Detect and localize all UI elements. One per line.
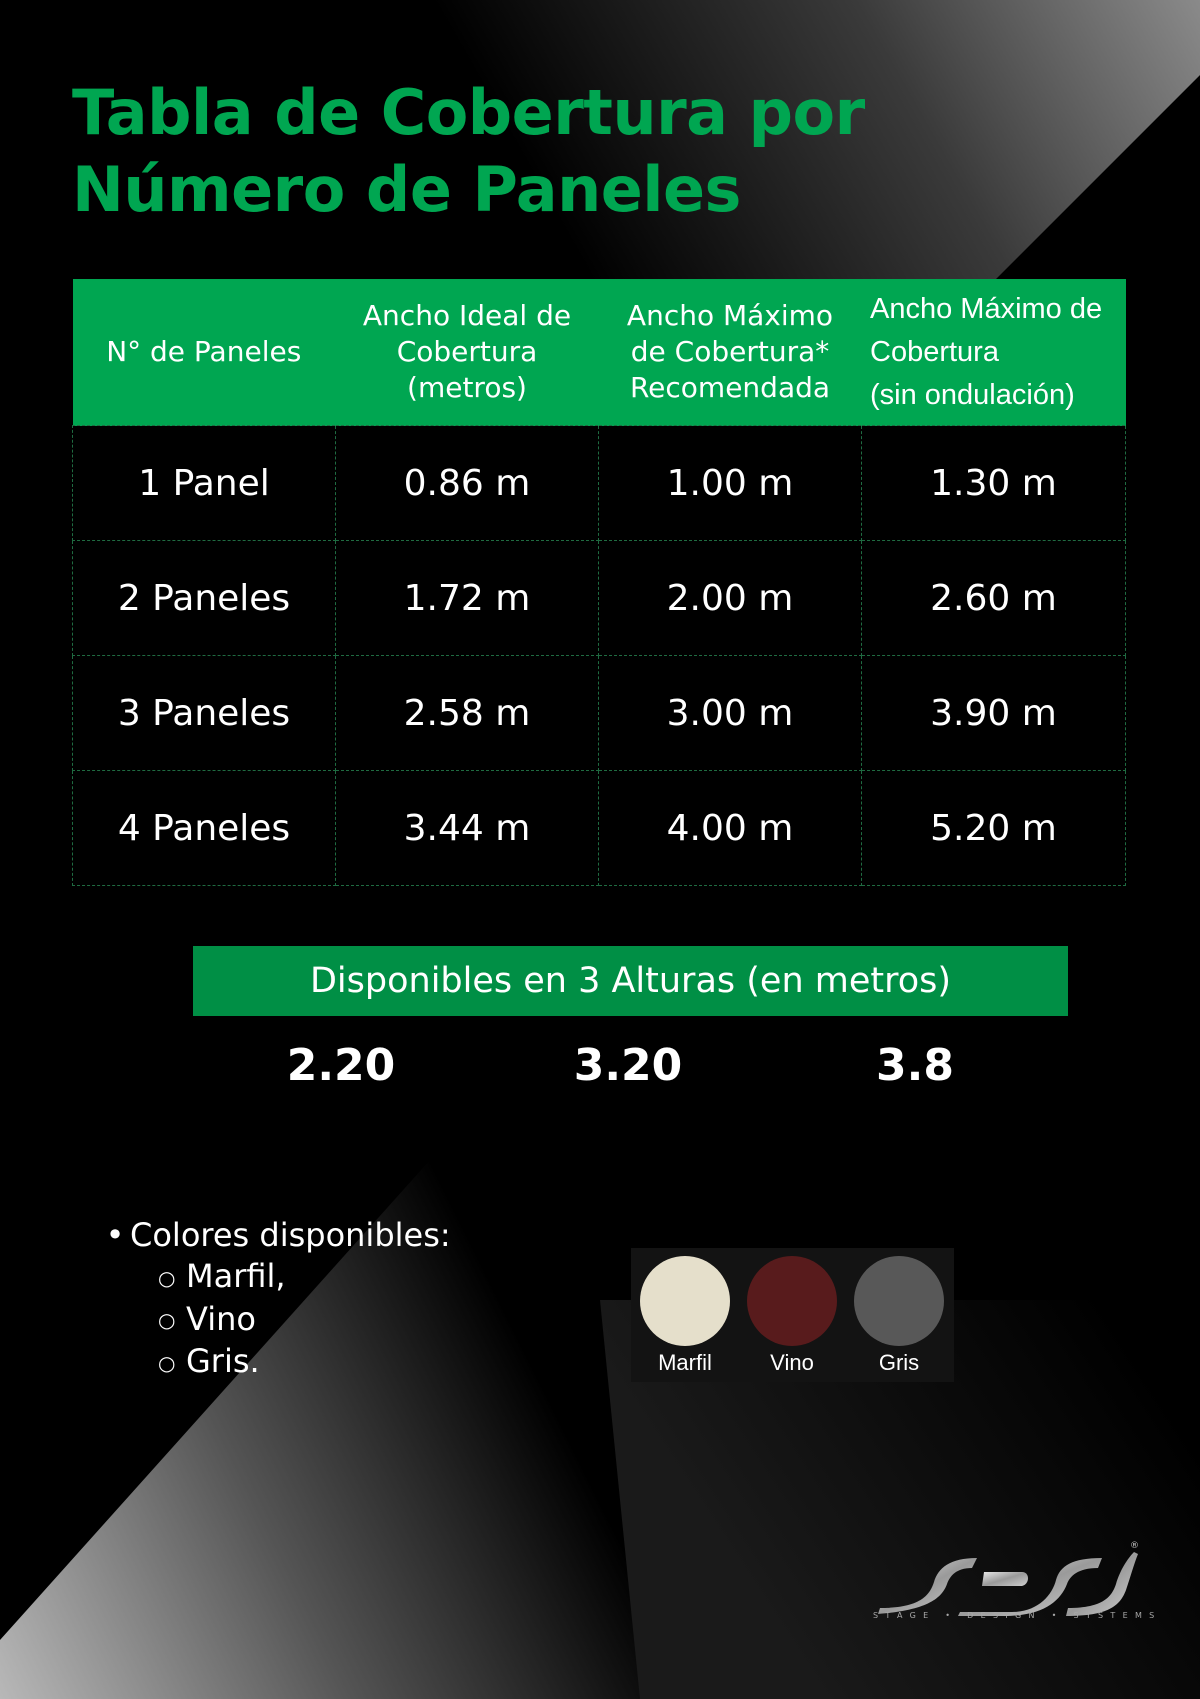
cell-max-no-wave-width: 5.20 m — [862, 771, 1126, 886]
circle-bullet-icon: ○ — [158, 1350, 176, 1375]
swatch-label: Marfil — [658, 1350, 712, 1375]
color-swatch-panel — [631, 1248, 954, 1382]
cell-panel-count: 4 Paneles — [73, 771, 336, 886]
header-max-recommended-width: Ancho Máximo de Cobertura* Recomendada — [599, 279, 862, 426]
header-panel-count: N° de Paneles — [73, 279, 336, 426]
page-title — [72, 74, 972, 228]
color-swatch-marfil — [640, 1256, 730, 1346]
swatch-label: Gris — [878, 1350, 920, 1375]
bullet-icon: • — [105, 1216, 125, 1254]
circle-bullet-icon: ○ — [158, 1265, 176, 1290]
logo-tagline: STAGE • DESIGN • SYSTEMS — [873, 1611, 1162, 1620]
header-ideal-width: Ancho Ideal de Cobertura (metros) — [336, 279, 599, 426]
colors-heading-item — [100, 1215, 451, 1384]
cell-max-recommended-width: 4.00 m — [599, 771, 862, 886]
list-item: ○ Gris. — [158, 1341, 451, 1384]
height-value: 2.20 — [286, 1040, 396, 1091]
cell-max-no-wave-width: 2.60 m — [862, 541, 1126, 656]
cell-panel-count: 2 Paneles — [73, 541, 336, 656]
cell-max-no-wave-width: 3.90 m — [862, 656, 1126, 771]
table-header-row — [73, 279, 1126, 426]
colors-heading: Colores disponibles: — [130, 1216, 451, 1254]
colors-list — [100, 1215, 451, 1384]
cell-max-recommended-width: 1.00 m — [599, 426, 862, 541]
circle-bullet-icon: ○ — [158, 1308, 176, 1332]
height-value: 3.8 — [876, 1040, 954, 1091]
cell-ideal-width: 2.58 m — [336, 656, 599, 771]
heights-banner: Disponibles en 3 Alturas (en metros) — [193, 946, 1068, 1016]
cell-ideal-width: 3.44 m — [336, 771, 599, 886]
cell-panel-count: 1 Panel — [73, 426, 336, 541]
swatch-label: Vino — [770, 1350, 814, 1375]
cell-panel-count: 3 Paneles — [73, 656, 336, 771]
cell-max-no-wave-width: 1.30 m — [862, 426, 1126, 541]
colors-sublist — [100, 1256, 451, 1384]
height-value: 3.20 — [573, 1040, 683, 1091]
registered-mark: ® — [1130, 1541, 1139, 1551]
list-item: ○ Vino — [158, 1299, 451, 1342]
color-swatch-gris — [854, 1256, 944, 1346]
list-item: ○ Marfil, — [158, 1256, 451, 1299]
color-swatch-vino — [747, 1256, 837, 1346]
cell-ideal-width: 0.86 m — [336, 426, 599, 541]
table-row — [73, 426, 1126, 541]
cell-max-recommended-width: 2.00 m — [599, 541, 862, 656]
table-row — [73, 541, 1126, 656]
coverage-table — [72, 279, 1126, 886]
cell-max-recommended-width: 3.00 m — [599, 656, 862, 771]
title-line-2: Número de Paneles — [72, 153, 741, 226]
title-line-1: Tabla de Cobertura por — [72, 76, 865, 149]
table-row — [73, 771, 1126, 886]
cell-ideal-width: 1.72 m — [336, 541, 599, 656]
header-max-no-wave-width: Ancho Máximo de Cobertura (sin ondulación) — [862, 279, 1126, 426]
table-row — [73, 656, 1126, 771]
